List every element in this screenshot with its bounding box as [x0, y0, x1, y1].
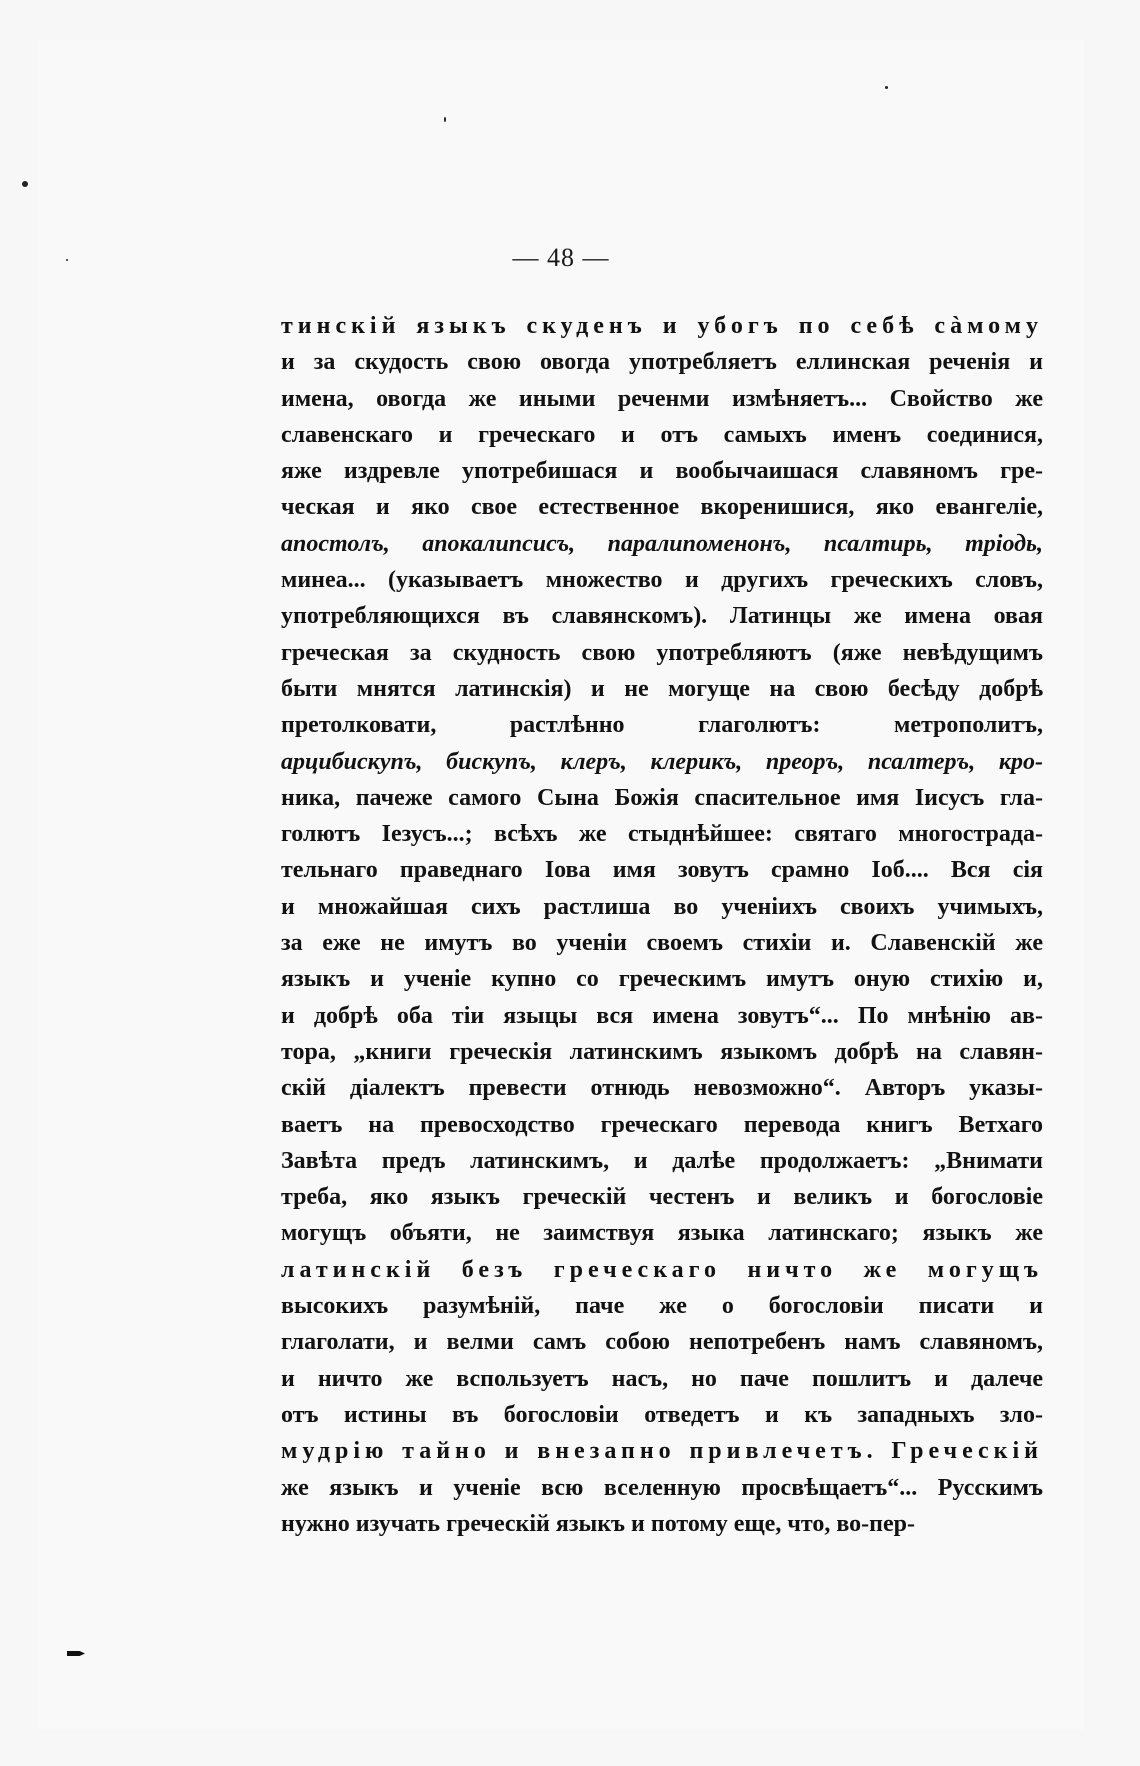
text-line: мудрію тайно и внезапно привлечетъ. Греческій — [281, 1438, 1043, 1465]
book-page — [38, 40, 1084, 1730]
text-line: тора, „книги греческія латинскимъ языкомъ добрѣ на славян- — [281, 1038, 1043, 1065]
text-line: могущъ объяти, не заимствуя языка латинскаго; языкъ же — [281, 1220, 1043, 1247]
text-line: отъ истины въ богословіи отведетъ и къ западныхъ зло- — [281, 1401, 1043, 1428]
text-line: минеа... (указываетъ множество и другихъ греческихъ словъ, — [281, 567, 1043, 594]
text-line: яже издревле употребишася и вообычаишася славяномъ гре- — [281, 458, 1043, 485]
text-line: ваетъ на превосходство греческаго перевода книгъ Ветхаго — [281, 1111, 1043, 1138]
page-number: — 48 — — [512, 243, 610, 272]
scan-speck — [22, 181, 28, 187]
text-line: и ничто же вспользуетъ насъ, но паче пошлитъ и далече — [281, 1365, 1043, 1392]
text-line: имена, овогда же иными реченми измѣняетъ... Свойство же — [281, 385, 1043, 412]
text-line: ческая и яко свое естественное вкоренишися, яко евангеліе, — [281, 494, 1043, 521]
text-line: и множайшая сихъ растлиша во ученіихъ своихъ учимыхъ, — [281, 893, 1043, 920]
text-line: Завѣта предъ латинскимъ, и далѣе продолжаетъ: „Внимати — [281, 1147, 1043, 1174]
text-line: ника, пачеже самого Сына Божія спасительное имя Іисусъ гла- — [281, 784, 1043, 811]
text-line: употребляющихся въ славянскомъ). Латинцы же имена овая — [281, 603, 1043, 630]
text-line: голютъ Іезусъ...; всѣхъ же стыднѣйшее: святаго многострада- — [281, 821, 1043, 848]
text-line: тельнаго праведнаго Іова имя зовутъ срамно Іоб.... Вся сія — [281, 857, 1043, 884]
text-line: скій діалектъ превести отнюдь невозможно“. Авторъ указы- — [281, 1075, 1043, 1102]
text-line: нужно изучать греческій языкъ и потому еще, что, во-пер- — [281, 1510, 915, 1537]
text-line: славенскаго и греческаго и отъ самыхъ именъ соединися, — [281, 421, 1043, 448]
text-line: латинскій безъ греческаго ничто же могущъ — [281, 1256, 1043, 1283]
text-line: тинскій языкъ скуденъ и убогъ по себѣ сàмому — [281, 313, 1043, 339]
text-line: высокихъ разумѣній, паче же о богословіи писати и — [281, 1293, 1043, 1320]
text-line: и за скудость свою овогда употребляетъ еллинская реченія и — [281, 349, 1043, 376]
text-line: и добрѣ оба тіи языцы вся имена зовутъ“... По мнѣнію ав- — [281, 1002, 1043, 1029]
scan-speck — [66, 259, 68, 261]
body-text — [281, 308, 1043, 1542]
text-line: быти мнятся латинскія) и не могуще на свою бесѣду добрѣ — [281, 675, 1043, 702]
text-line: арцибискупъ, бискупъ, клеръ, клерикъ, преоръ, псалтеръ, кро- — [281, 748, 1043, 775]
text-line: претолковати, растлѣнно глаголютъ: метрополитъ, — [281, 712, 1043, 739]
scan-speck — [885, 86, 888, 89]
text-line: языкъ и ученіе купно со греческимъ имутъ оную стихію и, — [281, 966, 1043, 993]
text-line: треба, яко языкъ греческій честенъ и великъ и богословіе — [281, 1184, 1043, 1211]
text-line: апостолъ, апокалипсисъ, паралипоменонъ, псалтирь, тріодь, — [281, 530, 1043, 557]
text-line: же языкъ и ученіе всю вселенную просвѣщаетъ“... Русскимъ — [281, 1474, 1043, 1501]
text-line: греческая за скудность свою употребляютъ (яже невѣдущимъ — [281, 639, 1043, 666]
text-line: глаголати, и велми самъ собою непотребенъ намъ славяномъ, — [281, 1329, 1043, 1356]
scan-speck — [444, 117, 446, 122]
text-line: за еже не имутъ во ученіи своемъ стихіи и. Славенскій же — [281, 930, 1043, 957]
